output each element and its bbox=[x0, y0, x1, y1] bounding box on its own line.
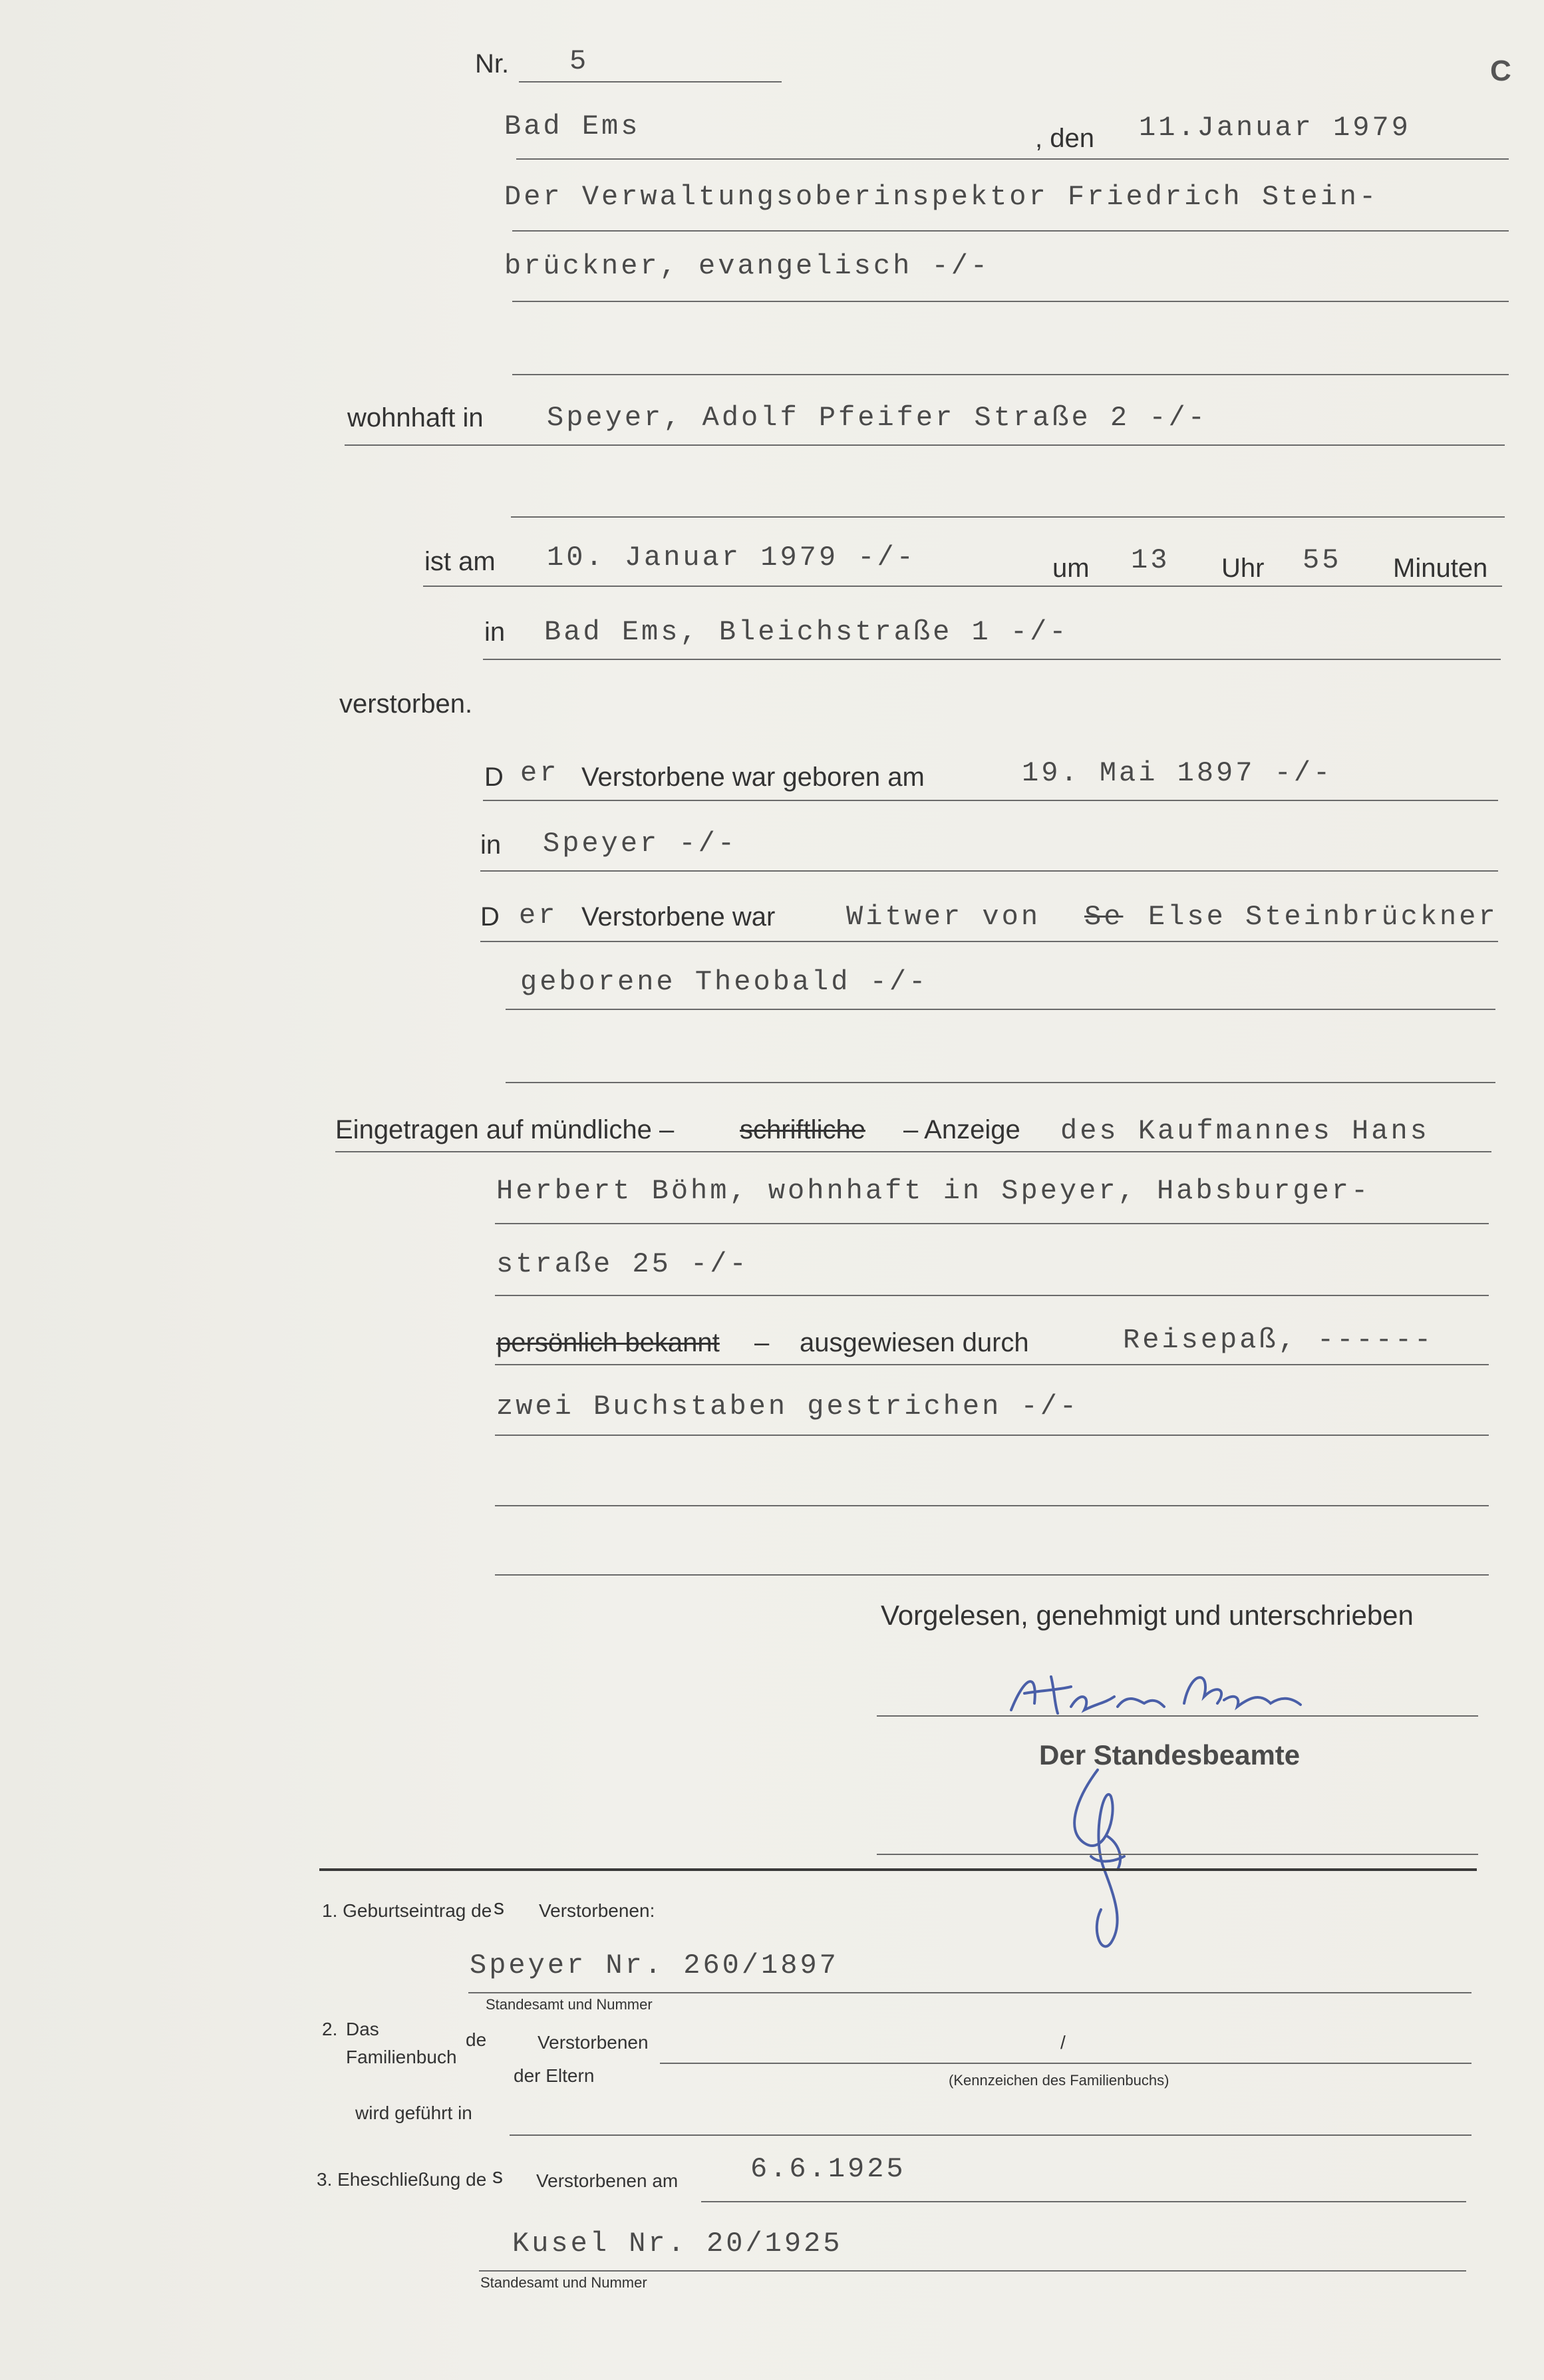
informant-signature bbox=[998, 1657, 1304, 1737]
item3-date-line bbox=[701, 2201, 1466, 2202]
known-struck: persönlich bekannt bbox=[496, 1328, 720, 1357]
informant-note: zwei Buchstaben gestrichen -/- bbox=[496, 1391, 1080, 1423]
ist-am-label: ist am bbox=[424, 547, 496, 576]
address-line bbox=[345, 444, 1505, 446]
item1-fill: s bbox=[494, 1895, 504, 1919]
death-hour-value: 13 bbox=[1131, 544, 1170, 576]
birth-date-value: 19. Mai 1897 -/- bbox=[1022, 757, 1333, 789]
informant-label-struck: schriftliche bbox=[740, 1115, 865, 1144]
informant-line-2: Herbert Böhm, wohnhaft in Speyer, Habsburger- bbox=[496, 1175, 1371, 1207]
item2-familienbuch: Familienbuch bbox=[346, 2047, 457, 2067]
nr-value: 5 bbox=[569, 45, 589, 77]
marital-label: Verstorbene war bbox=[581, 902, 776, 932]
item2-caption: (Kennzeichen des Familienbuchs) bbox=[949, 2072, 1169, 2089]
person-line-1: Der Verwaltungsoberinspektor Friedrich Stein- bbox=[504, 181, 1379, 213]
nr-line bbox=[519, 81, 782, 83]
informant-line-3: straße 25 -/- bbox=[496, 1248, 749, 1280]
item3-caption: Standesamt und Nummer bbox=[480, 2274, 647, 2291]
marital-value-start: Witwer von bbox=[846, 901, 1041, 933]
note-rule-3 bbox=[495, 1574, 1489, 1576]
birth-date-line bbox=[483, 800, 1498, 801]
item3-value: Kusel Nr. 20/1925 bbox=[512, 2228, 843, 2260]
informant-rule-2 bbox=[495, 1223, 1489, 1224]
death-date-line bbox=[423, 586, 1502, 587]
item2-line bbox=[660, 2063, 1471, 2064]
death-date-value: 10. Januar 1979 -/- bbox=[547, 542, 916, 574]
item2-das: Das bbox=[346, 2019, 379, 2039]
um-label: um bbox=[1052, 554, 1090, 583]
address-value: Speyer, Adolf Pfeifer Straße 2 -/- bbox=[547, 402, 1207, 434]
known-rule bbox=[495, 1364, 1489, 1365]
informant-label-end: – Anzeige bbox=[903, 1115, 1020, 1144]
death-in-label: in bbox=[484, 617, 506, 647]
informant-rule-3 bbox=[495, 1295, 1489, 1296]
marital-line-2: geborene Theobald -/- bbox=[520, 966, 929, 998]
item1-caption: Standesamt und Nummer bbox=[486, 1996, 653, 2013]
birth-er-fill: er bbox=[520, 757, 559, 789]
item1-line bbox=[468, 1992, 1471, 1993]
registrar-label: Der Standesbeamte bbox=[1039, 1739, 1301, 1771]
item2-num: 2. bbox=[322, 2019, 338, 2039]
item1-value: Speyer Nr. 260/1897 bbox=[470, 1950, 839, 1981]
nr-label: Nr. bbox=[475, 49, 510, 79]
informant-line-1: des Kaufmannes Hans bbox=[1060, 1115, 1430, 1147]
marital-struck: Se bbox=[1084, 901, 1124, 933]
item1-label2: Verstorbenen: bbox=[539, 1900, 655, 1921]
marital-value-end: Else Steinbrückner bbox=[1148, 901, 1498, 933]
informant-rule-1 bbox=[335, 1151, 1491, 1152]
footer-separator bbox=[319, 1868, 1477, 1871]
item3-date: 6.6.1925 bbox=[750, 2153, 906, 2185]
note-rule bbox=[495, 1435, 1489, 1436]
address-rule-2 bbox=[511, 516, 1505, 518]
known-value: Reisepaß, ------ bbox=[1123, 1324, 1434, 1356]
birth-place-value: Speyer -/- bbox=[543, 828, 738, 860]
marital-rule-3 bbox=[506, 1082, 1495, 1083]
known-label: ausgewiesen durch bbox=[800, 1328, 1029, 1357]
place-line bbox=[516, 158, 1509, 160]
registrar-signature bbox=[1051, 1757, 1144, 1956]
marital-er-fill: er bbox=[519, 900, 558, 932]
minuten-label: Minuten bbox=[1393, 554, 1488, 583]
informant-signature-line bbox=[877, 1715, 1478, 1717]
item2-eltern: der Eltern bbox=[514, 2065, 595, 2086]
date-value: 11.Januar 1979 bbox=[1139, 112, 1411, 144]
death-minutes-value: 55 bbox=[1303, 544, 1342, 576]
person-rule-1 bbox=[512, 230, 1509, 232]
wohnhaft-label: wohnhaft in bbox=[347, 403, 484, 432]
death-place-value: Bad Ems, Bleichstraße 1 -/- bbox=[544, 616, 1069, 648]
den-label: , den bbox=[1035, 124, 1094, 153]
read-approved-label: Vorgelesen, genehmigt und unterschrieben bbox=[881, 1600, 1414, 1631]
person-line-2: brückner, evangelisch -/- bbox=[504, 250, 991, 282]
item1-label: 1. Geburtseintrag de bbox=[322, 1900, 492, 1921]
marital-line-1 bbox=[480, 941, 1498, 942]
person-rule-3 bbox=[512, 374, 1509, 375]
item3-label: 3. Eheschließung de bbox=[317, 2169, 487, 2190]
verstorben-label: verstorben. bbox=[339, 689, 473, 719]
item3-fill: s bbox=[492, 2164, 503, 2188]
registrar-signature-line bbox=[877, 1854, 1478, 1855]
marital-d-label: D bbox=[480, 902, 500, 932]
birth-place-line bbox=[480, 870, 1498, 872]
place-value: Bad Ems bbox=[504, 110, 641, 142]
birth-label: Verstorbene war geboren am bbox=[581, 763, 925, 792]
item2-slash: / bbox=[1060, 2032, 1066, 2053]
item2-verstorbenen: Verstorbenen bbox=[538, 2032, 649, 2053]
item2-wird-line bbox=[510, 2134, 1471, 2136]
item3-label2: Verstorbenen am bbox=[536, 2170, 679, 2191]
death-place-line bbox=[483, 659, 1501, 660]
birth-in-label: in bbox=[480, 830, 502, 860]
item2-de: de bbox=[466, 2029, 487, 2050]
note-rule-2 bbox=[495, 1505, 1489, 1506]
marital-rule-2 bbox=[506, 1009, 1495, 1010]
uhr-label: Uhr bbox=[1221, 554, 1265, 583]
item3-line bbox=[479, 2270, 1466, 2272]
item2-wird: wird geführt in bbox=[355, 2103, 472, 2123]
birth-d-label: D bbox=[484, 763, 504, 792]
known-dash: – bbox=[754, 1328, 770, 1357]
corner-mark: C bbox=[1490, 55, 1511, 87]
informant-label-start: Eingetragen auf mündliche – bbox=[335, 1115, 675, 1144]
person-rule-2 bbox=[512, 301, 1509, 302]
